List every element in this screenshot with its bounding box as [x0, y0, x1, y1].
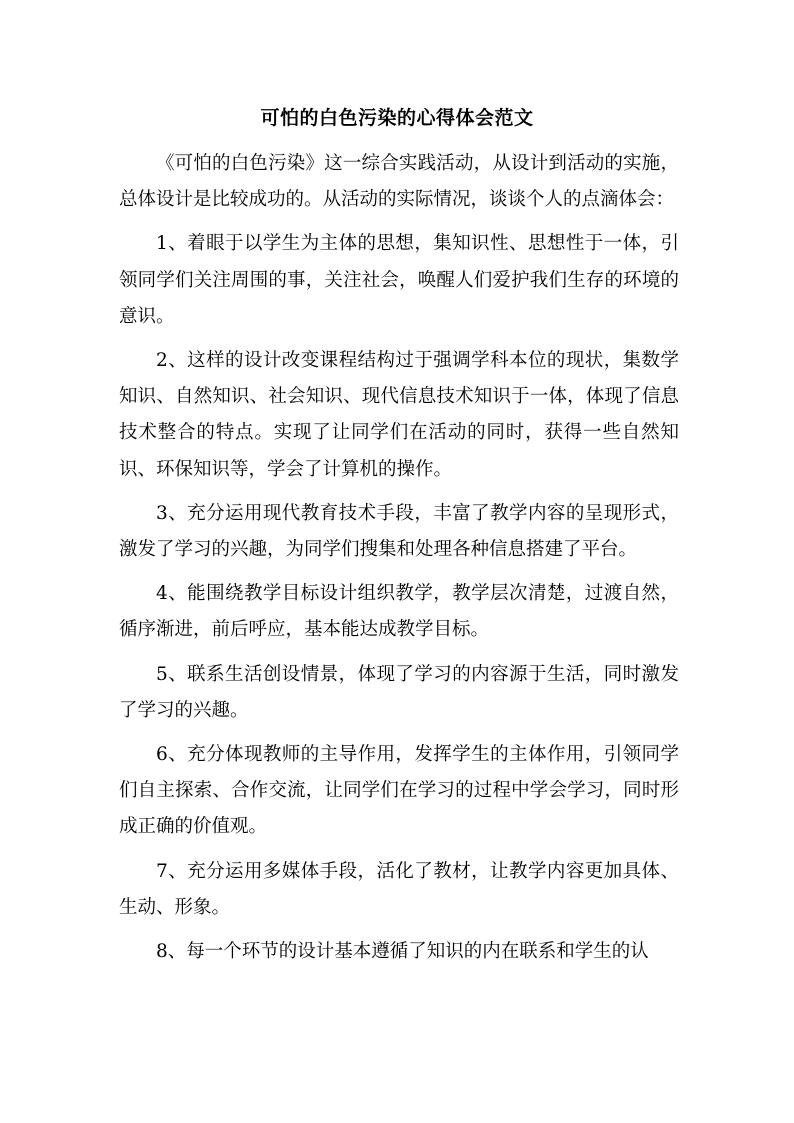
paragraph-point-3: 3、充分运用现代教育技术手段，丰富了教学内容的呈现形式，激发了学习的兴趣，为同学们搜集和处理各种信息搭建了平台。 [119, 502, 679, 561]
paragraph-point-8: 8、每一个环节的设计基本遵循了知识的内在联系和学生的认 [156, 941, 649, 963]
paragraph-point-7: 7、充分运用多媒体手段，活化了教材，让教学内容更加具体、生动、形象。 [119, 860, 679, 918]
document-title: 可怕的白色污染的心得体会范文 [260, 107, 534, 129]
paragraph-point-2: 2、这样的设计改变课程结构过于强调学科本位的现状，集数学知识、自然知识、社会知识、现代信息技术知识于一体，体现了信息技术整合的特点。实现了让同学们在活动的同时，获得一些自然知识、环保知识等，学会了计算机的操作。 [119, 350, 679, 480]
paragraph-point-5: 5、联系生活创设情景，体现了学习的内容源于生活，同时激发了学习的兴趣。 [119, 663, 679, 721]
paragraph-point-1: 1、着眼于以学生为主体的思想，集知识性、思想性于一体，引领同学们关注周围的事，关注社会，唤醒人们爱护我们生存的环境的意识。 [119, 233, 679, 327]
paragraph-intro: 《可怕的白色污染》这一综合实践活动，从设计到活动的实施，总体设计是比较成功的。从活动的实际情况，谈谈个人的点滴体会： [119, 153, 679, 211]
paragraph-point-6: 6、充分体现教师的主导作用，发挥学生的主体作用，引领同学们自主探索、合作交流，让同学们在学习的过程中学会学习，同时形成正确的价值观。 [119, 744, 679, 838]
document-body [119, 146, 679, 978]
paragraph-point-4: 4、能围绕教学目标设计组织教学，教学层次清楚，过渡自然，循序渐进，前后呼应，基本能达成教学目标。 [119, 583, 679, 641]
